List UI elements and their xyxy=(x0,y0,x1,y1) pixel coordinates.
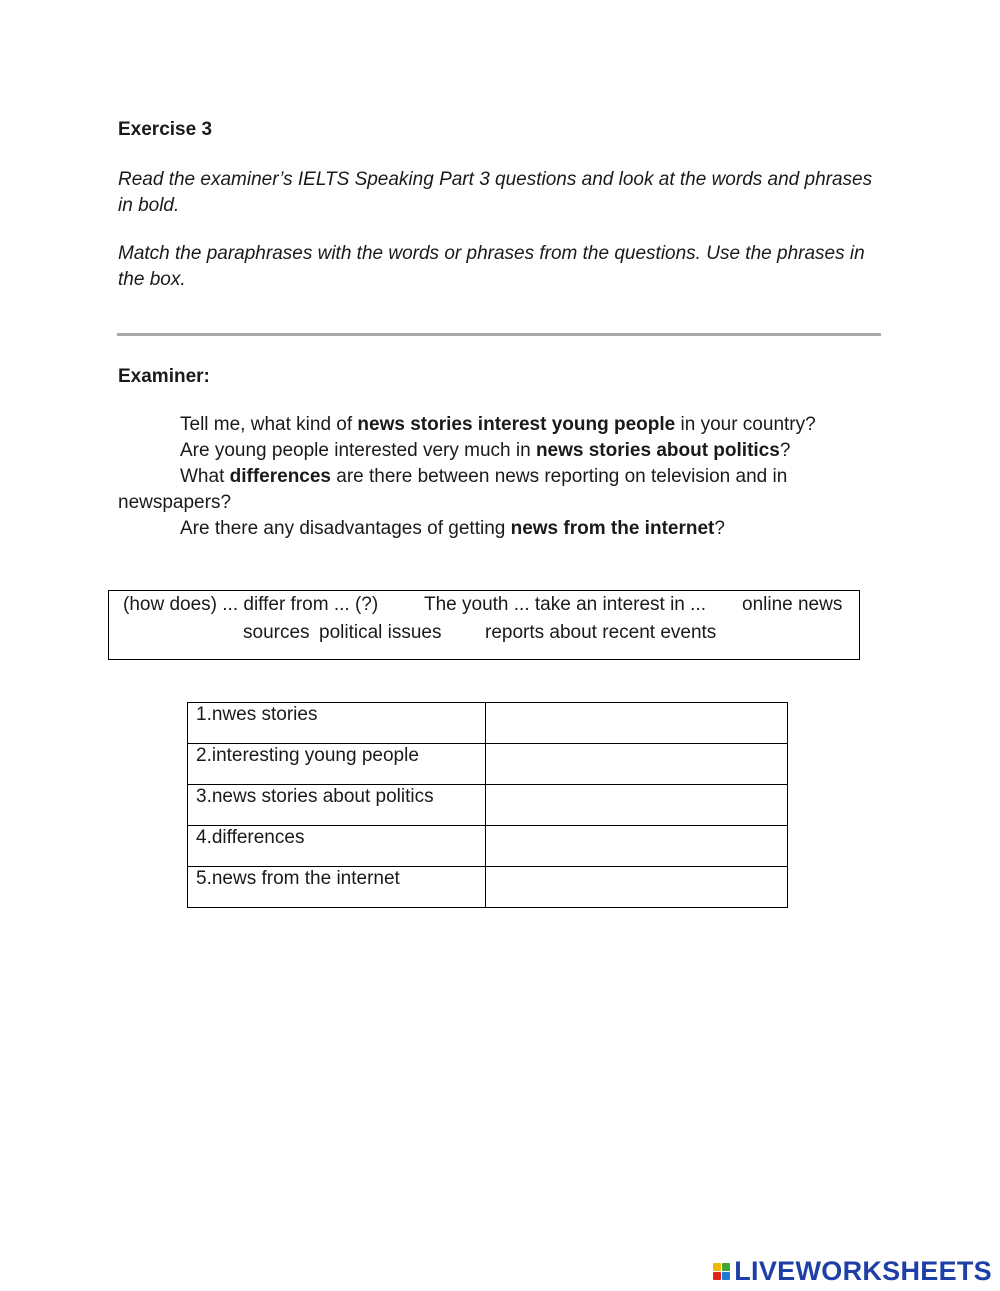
question-text: Are young people interested very much in xyxy=(180,440,536,461)
question-text: ? xyxy=(779,440,791,461)
logo-block xyxy=(713,1272,721,1280)
question-bold-phrase: news stories about politics xyxy=(535,440,780,461)
examiner-question-1 xyxy=(180,412,816,438)
question-bold-phrase: news from the internet xyxy=(510,518,715,539)
phrase-youth-interest: The youth ... take an interest in ... xyxy=(424,594,706,615)
question-text: are there between news reporting on television and in xyxy=(331,466,788,487)
answer-input-1[interactable] xyxy=(485,703,787,744)
table-cell-term: 3.news stories about politics xyxy=(188,785,486,826)
table-row xyxy=(188,744,788,785)
phrase-box xyxy=(108,590,860,660)
table-cell-term: 4.differences xyxy=(188,826,486,867)
phrase-differ-from: (how does) ... differ from ... (?) xyxy=(123,594,379,615)
answer-input-2[interactable] xyxy=(485,744,787,785)
table-cell-term: 2.interesting young people xyxy=(188,744,486,785)
examiner-question-3 xyxy=(180,464,787,490)
phrase-online-news-sources: sources xyxy=(243,622,310,643)
examiner-label: Examiner: xyxy=(118,366,210,387)
instruction-match: Match the paraphrases with the words or phrases from the questions. Use the phrases in the box. xyxy=(118,243,865,290)
matching-table xyxy=(187,702,788,908)
question-bold-phrase: differences xyxy=(229,466,331,487)
exercise-title: Exercise 3 xyxy=(118,119,213,140)
question-bold-phrase: news stories interest young people xyxy=(357,414,676,435)
answer-input-3[interactable] xyxy=(485,785,787,826)
table-cell-term: 1.nwes stories xyxy=(188,703,486,744)
question-text: Tell me, what kind of xyxy=(180,414,358,435)
divider xyxy=(117,333,881,336)
instruction-read: Read the examiner’s IELTS Speaking Part 3 questions and look at the words and phrases in bold. xyxy=(118,169,873,216)
logo-block xyxy=(722,1263,730,1271)
question-text: ? xyxy=(714,518,725,539)
liveworksheets-logo[interactable] xyxy=(713,1256,992,1287)
question-text: in your country? xyxy=(675,414,816,435)
logo-block xyxy=(722,1272,730,1280)
phrase-recent-events: reports about recent events xyxy=(485,622,717,643)
answer-input-5[interactable] xyxy=(485,867,787,908)
table-row xyxy=(188,703,788,744)
table-cell-term: 5.news from the internet xyxy=(188,867,486,908)
phrase-online-news: online news xyxy=(742,594,843,615)
question-text: Are there any disadvantages of getting xyxy=(180,518,511,539)
examiner-question-2 xyxy=(180,438,790,464)
answer-input-4[interactable] xyxy=(485,826,787,867)
table-row xyxy=(188,867,788,908)
question-text: What xyxy=(180,466,230,487)
examiner-question-3-continued: newspapers? xyxy=(118,492,232,513)
table-row xyxy=(188,826,788,867)
phrase-political-issues: political issues xyxy=(319,622,442,643)
logo-text: LIVEWORKSHEETS xyxy=(734,1256,992,1286)
logo-block xyxy=(713,1263,721,1271)
logo-blocks-icon xyxy=(713,1263,730,1280)
examiner-question-4 xyxy=(180,516,725,542)
table-row xyxy=(188,785,788,826)
